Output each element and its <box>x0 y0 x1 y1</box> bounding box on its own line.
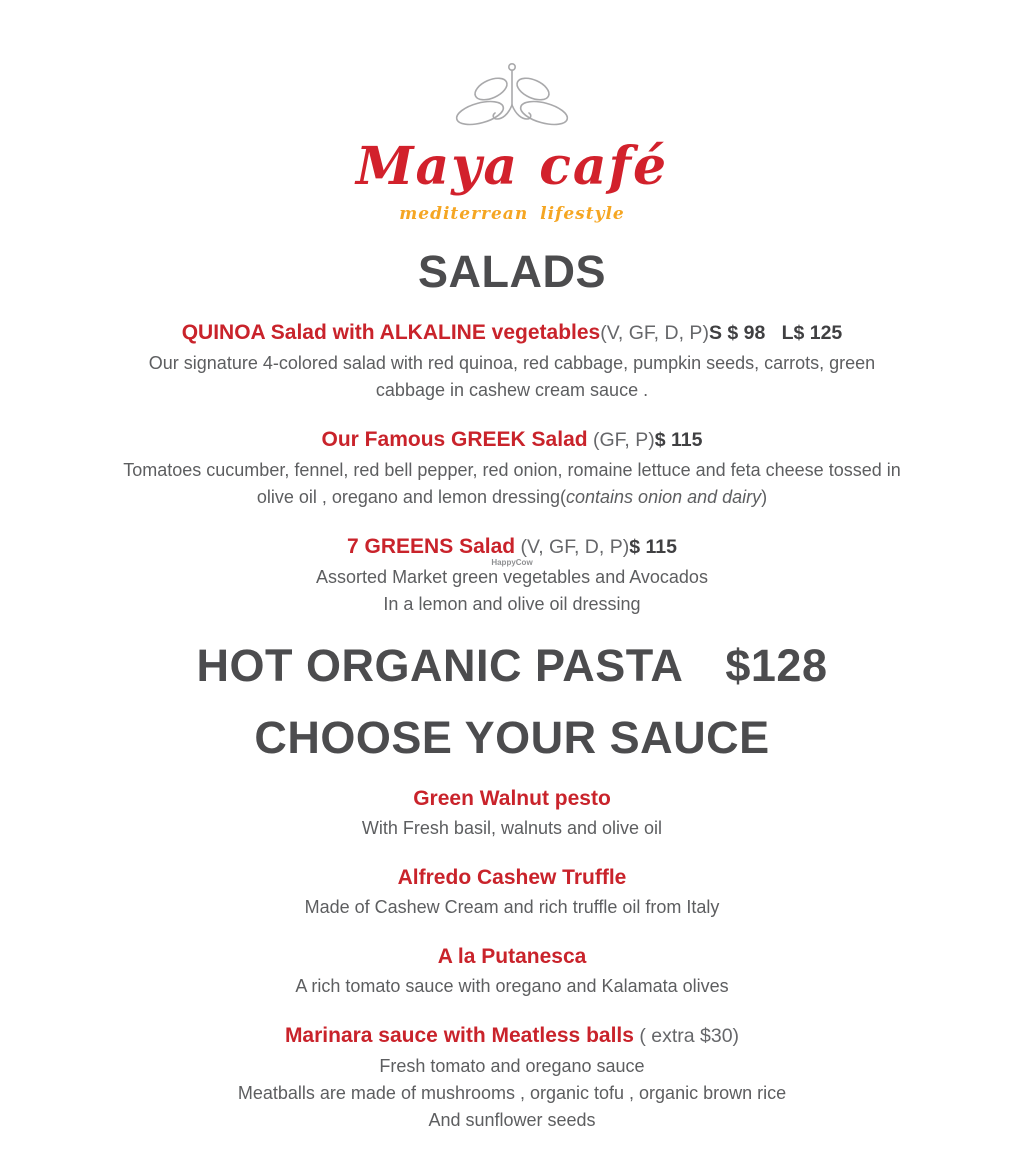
item-price: S $ 98 L$ 125 <box>708 322 843 344</box>
menu-item-title-line <box>0 944 1024 969</box>
item-desc-line <box>0 457 1024 484</box>
menu-item <box>0 320 1024 404</box>
menu-item <box>0 865 1024 921</box>
item-desc-text: With Fresh basil, walnuts and olive oil <box>361 818 663 838</box>
item-desc-text: Meatballs are made of mushrooms , organic tofu , organic brown rice <box>237 1083 787 1103</box>
item-desc-line <box>0 558 1024 591</box>
item-desc-italic: contains onion and dairy <box>566 487 762 507</box>
dietary-tags: (V, GF, D, P) <box>600 322 709 344</box>
item-desc-text: cabbage in cashew cream sauce . <box>375 380 649 400</box>
brand-name: Maya café <box>355 136 669 197</box>
menu-item <box>0 427 1024 511</box>
item-desc-line <box>0 1080 1024 1107</box>
menu-item-title-line <box>0 427 1024 453</box>
item-desc-line <box>0 973 1024 1000</box>
section-heading-text: SALADS <box>417 246 606 297</box>
item-desc-line <box>0 1107 1024 1134</box>
happycow-watermark: HappyCow <box>491 558 533 567</box>
menu-item <box>0 786 1024 842</box>
section-heading-text: HOT ORGANIC PASTA <box>196 640 684 691</box>
menu-item <box>0 1023 1024 1134</box>
dietary-tags: (V, GF, D, P) <box>515 536 630 558</box>
item-desc-line <box>0 350 1024 377</box>
menu-item-name: 7 GREENS Salad <box>347 535 516 558</box>
item-desc-line <box>0 377 1024 404</box>
section-heading-price: $128 <box>725 640 828 691</box>
brand-tagline: mediterrean lifestyle <box>399 204 625 224</box>
menu-item-name: A la Putanesca <box>437 945 587 968</box>
item-desc-text: Assorted Market green vegetables and Avocados <box>316 567 708 587</box>
item-desc-line <box>0 1053 1024 1080</box>
item-desc-text: Fresh tomato and oregano sauce <box>379 1056 645 1076</box>
item-desc-text: Made of Cashew Cream and rich truffle oil from Italy <box>304 897 720 917</box>
menu-sections <box>0 248 1024 1134</box>
flourish-leaves-icon <box>450 60 574 136</box>
menu-item-name: Our Famous GREEK Salad <box>321 428 588 451</box>
item-desc-text: olive oil , oregano and lemon dressing( <box>256 487 567 507</box>
menu-item-title-line <box>0 865 1024 890</box>
section-heading-text: CHOOSE YOUR SAUCE <box>254 712 770 763</box>
item-desc-text: ) <box>761 487 768 507</box>
menu-item-title-line <box>0 786 1024 811</box>
menu-item <box>0 944 1024 1000</box>
item-price: $ 115 <box>629 536 677 558</box>
item-desc-line <box>0 815 1024 842</box>
item-desc-line <box>0 591 1024 618</box>
menu-item-name: Green Walnut pesto <box>413 787 611 810</box>
menu-item-name: Alfredo Cashew Truffle <box>397 866 627 889</box>
item-desc-text: Tomatoes cucumber, fennel, red bell pepper, red onion, romaine lettuce and feta cheese tossed in <box>123 460 901 480</box>
item-desc-text: In a lemon and olive oil dressing <box>383 594 641 614</box>
item-desc-line <box>0 484 1024 511</box>
dietary-tags: (GF, P) <box>587 429 655 451</box>
item-desc-line <box>0 894 1024 921</box>
section-heading <box>0 714 1024 762</box>
section-heading <box>0 248 1024 296</box>
menu-item-name: Marinara sauce with Meatless balls <box>284 1024 634 1047</box>
item-desc-text: A rich tomato sauce with oregano and Kalamata olives <box>295 976 729 996</box>
menu-item-title-line <box>0 1023 1024 1049</box>
menu-item-title-line <box>0 534 1024 560</box>
menu-item-name: QUINOA Salad with ALKALINE vegetables <box>181 321 601 344</box>
menu-item-title-line <box>0 320 1024 346</box>
item-desc-text: And sunflower seeds <box>428 1110 596 1130</box>
menu-item <box>0 534 1024 618</box>
brand-header <box>0 60 1024 224</box>
dietary-tags: ( extra $30) <box>633 1025 740 1047</box>
section-heading <box>0 642 1024 690</box>
item-price: $ 115 <box>654 429 703 451</box>
item-desc-text: Our signature 4-colored salad with red quinoa, red cabbage, pumpkin seeds, carrots, green <box>148 353 876 373</box>
